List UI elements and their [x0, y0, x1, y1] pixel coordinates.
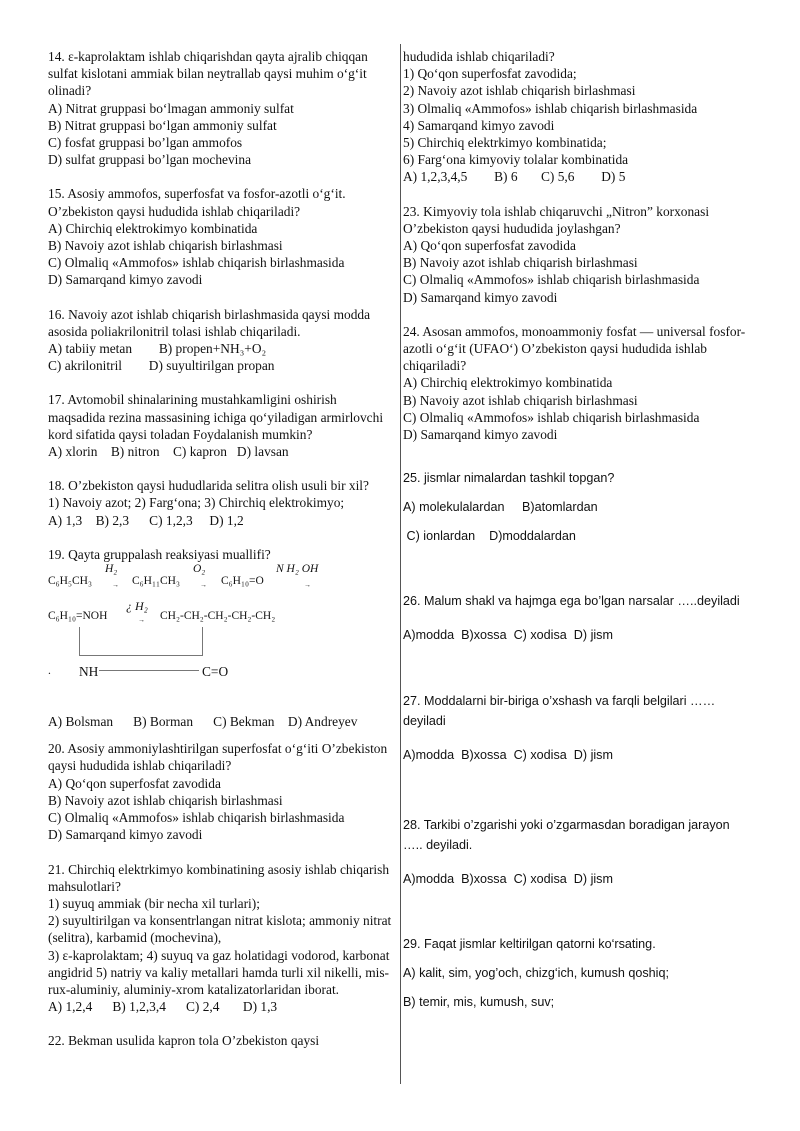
option-b: B) temir, mis, kumush, suv;	[403, 995, 555, 1010]
right-column	[403, 48, 748, 1024]
question-26	[403, 591, 748, 645]
item-1: 1) Qo‘qon superfosfat zavodida;	[403, 66, 577, 82]
reagent-hydroxylamine: N H₂ OH	[276, 563, 319, 576]
item-3: 3) ε-kaprolaktam; 4) suyuq va gaz holatidagi vodorod, karbonat angidrid 5) natriy va kaliy metallari hamda turli xil nikelli, mis-rux-aluminiy, aluminiy-xrom katalizatorlaridan iborat.	[48, 947, 390, 997]
question-16	[48, 306, 393, 375]
question-24	[403, 323, 748, 443]
product-cyclohexanone: C₆H₁₀=O	[221, 575, 264, 588]
options: A)modda B)xossa C) xodisa D) jism	[403, 748, 613, 763]
options: A) 1,3 B) 2,3 C) 1,2,3 D) 1,2	[48, 512, 244, 528]
question-text: 19. Qayta gruppalash reaksiyasi muallifi?	[48, 546, 271, 562]
question-18	[48, 477, 393, 529]
question-15	[48, 185, 393, 288]
option-c: C) fosfat gruppasi bo’lgan ammofos	[48, 135, 243, 151]
question-28	[403, 815, 748, 889]
question-text: 21. Chirchiq elektrkimyo kombinatining asosiy ishlab chiqarish mahsulotlari?	[48, 861, 390, 894]
reagent-h2: H₂	[105, 563, 118, 576]
question-text: 17. Avtomobil shinalarining mustahkamligini oshirish maqsadida rezina massasining ichiga qo‘yiladigan armirlovchi kord sifatida qaysi toladan Foydalanish mumkin?	[48, 392, 384, 442]
option-a: A) kalit, sim, yog’och, chizg‘ich, kumush qoshiq;	[403, 966, 669, 981]
option-b: B) Navoiy azot ishlab chiqarish birlashmasi	[403, 392, 638, 408]
options: A) 1,2,4 B) 1,2,3,4 C) 2,4 D) 1,3	[48, 999, 278, 1015]
question-27	[403, 691, 748, 765]
options-ab: A) tabiiy metan B) propen+NH₃+O₂	[48, 341, 267, 357]
question-text: 27. Moddalarni bir-biriga o’xshash va farqli belgilari …… deyiladi	[403, 694, 716, 729]
option-c: C) Olmaliq «Ammofos» ishlab chiqarish birlashmasida	[403, 409, 700, 425]
question-21	[48, 861, 393, 1016]
column-divider	[400, 44, 401, 1084]
reagent-o2: O₂	[193, 563, 206, 576]
reagent-h2: ¿ H₂	[126, 599, 148, 614]
question-text: 18. O’zbekiston qaysi hududlarida selitra olish usuli bir xil?	[48, 478, 369, 494]
question-29	[403, 937, 748, 1009]
question-22-continued	[403, 48, 748, 186]
item-2: 2) suyultirilgan va konsentrlangan nitrat kislota; ammoniy nitrat (selitra), karbamid (mochevina),	[48, 913, 392, 946]
arrow-icon: →	[112, 581, 119, 590]
option-b: B) Navoiy azot ishlab chiqarish birlashmasi	[48, 238, 283, 254]
question-20	[48, 740, 393, 843]
options: A) 1,2,3,4,5 B) 6 C) 5,6 D) 5	[403, 169, 626, 185]
ring-bond	[99, 670, 199, 671]
dot-mark: .	[48, 665, 51, 678]
question-text: 24. Asosan ammofos, monoammoniy fosfat — universal fosfor-azotli o‘g‘it (UFAO‘) O’zbekiston qaysi hududida ishlab chiqariladi?	[403, 323, 746, 374]
item-1: 1) suyuq ammiak (bir necha xil turlari);	[48, 895, 260, 911]
option-a: A) Chirchiq elektrokimyo kombinatida	[403, 375, 613, 391]
option-c: C) Olmaliq «Ammofos» ishlab chiqarish birlashmasida	[48, 810, 345, 826]
options-cd: C) akrilonitril D) suyultirilgan propan	[48, 358, 275, 374]
question-text: 20. Asosiy ammoniylashtirilgan superfosfat o‘g‘iti O’zbekiston qaysi hududida ishlab chiqariladi?	[48, 741, 388, 774]
option-a: A) Chirchiq elektrokimyo kombinatida	[48, 220, 258, 236]
question-text: 22. Bekman usulida kapron tola O’zbekiston qaysi	[48, 1033, 320, 1049]
item-list: 1) Navoiy azot; 2) Farg‘ona; 3) Chirchiq elektrokimyo;	[48, 495, 345, 511]
item-6: 6) Farg‘ona kimyoviy tolalar kombinatida	[403, 152, 629, 168]
options: A)modda B)xossa C) xodisa D) jism	[403, 628, 613, 643]
option-b: B) Navoiy azot ishlab chiqarish birlashmasi	[403, 255, 638, 271]
nh-group: NH	[79, 664, 99, 680]
question-text: 25. jismlar nimalardan tashkil topgan?	[403, 471, 615, 486]
option-b: B) Navoiy azot ishlab chiqarish birlashmasi	[48, 792, 283, 808]
ring-bracket	[79, 627, 203, 656]
product-oxime: C₆H₁₀=NOH	[48, 610, 108, 623]
option-a: A) Qo‘qon superfosfat zavodida	[403, 238, 576, 254]
question-text: 14. ε-kaprolaktam ishlab chiqarishdan qayta ajralib chiqqan sulfat kislotani ammiak bilan neytrallab qaysi muhim o‘g‘it olinadi?	[48, 49, 368, 99]
option-c: C) Olmaliq «Ammofos» ishlab chiqarish birlashmasida	[48, 255, 345, 271]
options: A)modda B)xossa C) xodisa D) jism	[403, 872, 613, 887]
option-d: D) Samarqand kimyo zavodi	[48, 827, 203, 843]
options: A) xlorin B) nitron C) kapron D) lavsan	[48, 444, 289, 460]
question-22	[48, 1032, 393, 1049]
question-17	[48, 391, 393, 460]
carbonyl-group: C=O	[202, 664, 229, 680]
product-methylcyclohexane: C₆H₁₁CH₃	[132, 575, 180, 588]
option-d: D) Samarqand kimyo zavodi	[403, 427, 558, 443]
option-d: D) Samarqand kimyo zavodi	[48, 272, 203, 288]
question-text: 15. Asosiy ammofos, superfosfat va fosfor-azotli o‘g‘it. O’zbekiston qaysi hududida ishlab chiqariladi?	[48, 186, 346, 219]
question-text: 29. Faqat jismlar keltirilgan qatorni ko‘rsating.	[403, 937, 656, 952]
question-23	[403, 203, 748, 306]
option-b: B) Nitrat gruppasi bo‘lgan ammoniy sulfat	[48, 117, 277, 133]
question-text: 26. Malum shakl va hajmga ega bo’lgan narsalar …..deyiladi	[403, 594, 740, 609]
question-19	[48, 546, 393, 730]
arrow-icon: →	[200, 581, 207, 590]
option-a: A) Nitrat gruppasi bo‘lmagan ammoniy sulfat	[48, 100, 294, 116]
question-text: 23. Kimyoviy tola ishlab chiqaruvchi „Nitron” korxonasi O’zbekiston qaysi hududida joylashgan?	[403, 203, 710, 236]
item-4: 4) Samarqand kimyo zavodi	[403, 117, 555, 133]
option-d: D) Samarqand kimyo zavodi	[403, 289, 558, 305]
left-column	[48, 48, 393, 1067]
question-text: 28. Tarkibi o’zgarishi yoki o’zgarmasdan boradigan jarayon ….. deyiladi.	[403, 818, 730, 853]
question-text: hududida ishlab chiqariladi?	[403, 49, 555, 64]
options-cd: C) ionlardan D)moddalardan	[403, 529, 576, 544]
option-a: A) Qo‘qon superfosfat zavodida	[48, 775, 221, 791]
reaction-scheme	[48, 563, 393, 713]
item-2: 2) Navoiy azot ishlab chiqarish birlashmasi	[403, 83, 636, 99]
question-text: 16. Navoiy azot ishlab chiqarish birlashmasida qaysi modda asosida poliakrilonitril tolasi ishlab chiqariladi.	[48, 306, 371, 339]
option-d: D) sulfat gruppasi bo’lgan mochevina	[48, 152, 252, 168]
option-c: C) Olmaliq «Ammofos» ishlab chiqarish birlashmasida	[403, 272, 700, 288]
product-chain: CH₂-CH₂-CH₂-CH₂-CH₂	[160, 610, 276, 623]
arrow-icon: →	[304, 581, 311, 590]
item-3: 3) Olmaliq «Ammofos» ishlab chiqarish birlashmasida	[403, 100, 698, 116]
item-5: 5) Chirchiq elektrkimyo kombinatida;	[403, 135, 607, 151]
options-ab: A) molekulalardan B)atomlardan	[403, 500, 598, 515]
arrow-icon: →	[138, 616, 145, 625]
reactant-toluene: C₆H₅CH₃	[48, 575, 92, 588]
question-14	[48, 48, 393, 168]
question-25	[403, 471, 748, 543]
options: A) Bolsman B) Borman C) Bekman D) Andreyev	[48, 714, 358, 730]
